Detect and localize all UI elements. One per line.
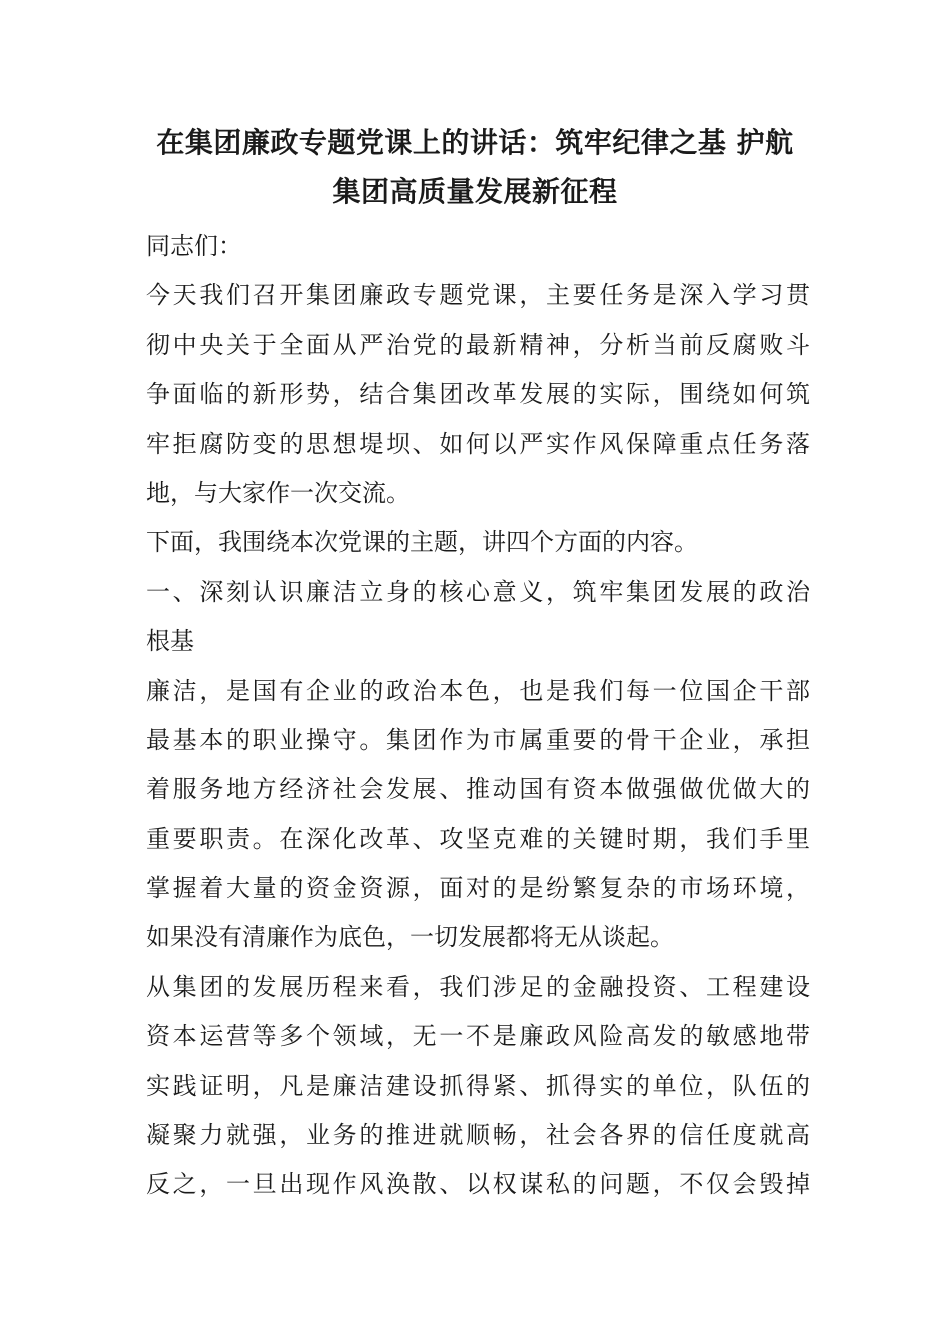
text-line: 着服务地方经济社会发展、推动国有资本做强做优做大的 <box>146 775 810 804</box>
text-line: 实践证明，凡是廉洁建设抓得紧、抓得实的单位，队伍的 <box>146 1071 810 1100</box>
text-line: 廉洁，是国有企业的政治本色，也是我们每一位国企干部 <box>146 676 810 705</box>
text-line: 反之，一旦出现作风涣散、以权谋私的问题，不仅会毁掉 <box>146 1170 810 1199</box>
text-line: 资本运营等多个领域，无一不是廉政风险高发的敏感地带 <box>146 1022 810 1051</box>
salutation: 同志们： <box>146 232 242 260</box>
text-line: 掌握着大量的资金资源，面对的是纷繁复杂的市场环境， <box>146 874 810 903</box>
text-line: 最基本的职业操守。集团作为市属重要的骨干企业，承担 <box>146 725 810 754</box>
section-heading-line: 根基 <box>146 627 194 656</box>
text-line: 今天我们召开集团廉政专题党课，主要任务是深入学习贯 <box>146 281 810 310</box>
text-line: 彻中央关于全面从严治党的最新精神，分析当前反腐败斗 <box>146 330 810 359</box>
document-title <box>130 118 820 216</box>
text-line: 重要职责。在深化改革、攻坚克难的关键时期，我们手里 <box>146 824 810 853</box>
text-line: 下面，我围绕本次党课的主题，讲四个方面的内容。 <box>146 528 698 557</box>
text-line: 牢拒腐防变的思想堤坝、如何以严实作风保障重点任务落 <box>146 429 810 458</box>
text-line: 如果没有清廉作为底色，一切发展都将无从谈起。 <box>146 923 674 952</box>
text-line: 凝聚力就强，业务的推进就顺畅，社会各界的信任度就高 <box>146 1121 810 1150</box>
document-body <box>146 222 810 1210</box>
title-line: 在集团廉政专题党课上的讲话：筑牢纪律之基 护航 <box>156 126 794 159</box>
text-line: 从集团的发展历程来看，我们涉足的金融投资、工程建设 <box>146 972 810 1001</box>
text-line: 地，与大家作一次交流。 <box>146 478 410 507</box>
title-line: 集团高质量发展新征程 <box>332 175 618 208</box>
section-heading-line: 一、深刻认识廉洁立身的核心意义，筑牢集团发展的政治 <box>146 577 810 606</box>
text-line: 争面临的新形势，结合集团改革发展的实际，围绕如何筑 <box>146 380 810 409</box>
